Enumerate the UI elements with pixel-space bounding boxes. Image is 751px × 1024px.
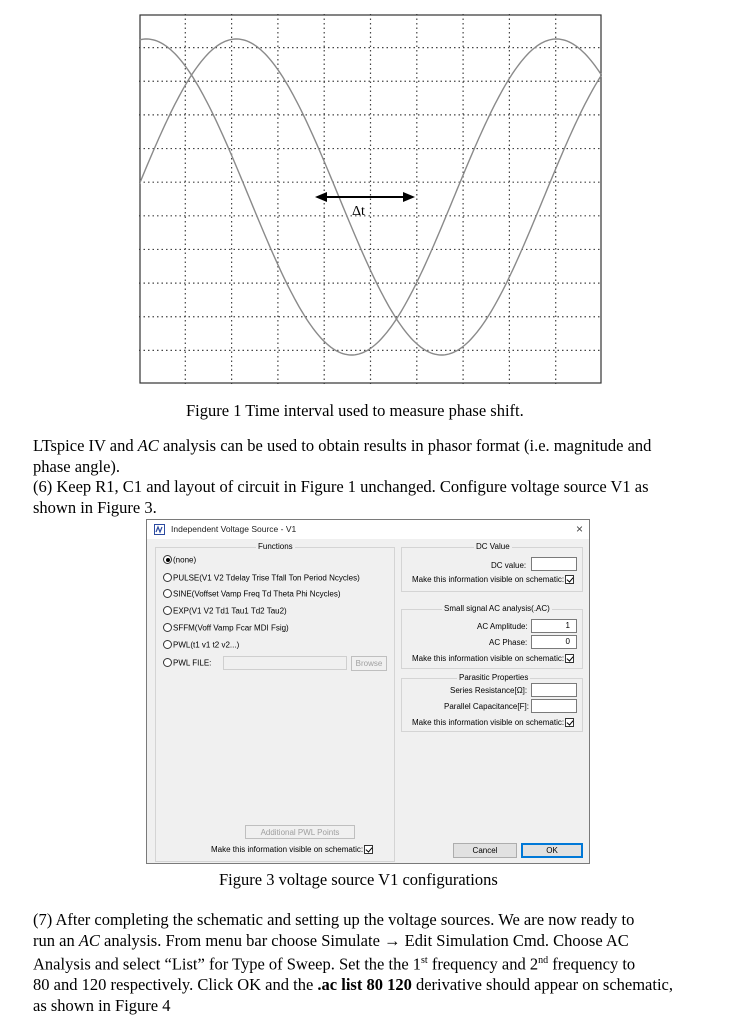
ac-visible-label: Make this information visible on schematic: xyxy=(412,654,574,664)
intro-line-4: shown in Figure 3. xyxy=(33,497,157,517)
radio-none[interactable]: (none) xyxy=(163,554,196,565)
pwl-file-input[interactable] xyxy=(223,656,347,670)
close-icon[interactable]: × xyxy=(575,522,583,536)
functions-visible-label: Make this information visible on schematic: xyxy=(211,845,373,855)
delta-t-arrow xyxy=(315,192,415,202)
intro-line-1: LTspice IV and AC analysis can be used to obtain results in phasor format (i.e. magnitude and xyxy=(33,436,652,455)
radio-pwl[interactable]: PWL(t1 v1 t2 v2...) xyxy=(163,639,239,650)
radio-sffm[interactable]: SFFM(Voff Vamp Fcar MDI Fsig) xyxy=(163,622,289,633)
dialog-title-bar xyxy=(147,520,589,539)
dc-value-input[interactable] xyxy=(531,557,577,571)
voltage-source-dialog xyxy=(146,519,590,864)
additional-pwl-points-button[interactable]: Additional PWL Points xyxy=(245,825,355,839)
dc-value-legend: DC Value xyxy=(476,542,510,551)
radio-icon xyxy=(163,658,172,667)
dc-visible-checkbox[interactable] xyxy=(565,575,574,584)
plot-grid xyxy=(139,14,602,384)
step7-paragraph xyxy=(33,910,716,1016)
parasitic-visible-label: Make this information visible on schematic: xyxy=(412,718,574,728)
radio-icon xyxy=(163,606,172,615)
intro-line-3: (6) Keep R1, C1 and layout of circuit in Figure 1 unchanged. Configure voltage source V1 as xyxy=(33,477,649,496)
ac-phase-input[interactable]: 0 xyxy=(531,635,577,649)
radio-exp[interactable]: EXP(V1 V2 Td1 Tau1 Td2 Tau2) xyxy=(163,605,287,616)
radio-icon xyxy=(163,573,172,582)
small-signal-legend: Small signal AC analysis(.AC) xyxy=(444,604,550,613)
parasitic-visible-checkbox[interactable] xyxy=(565,718,574,727)
ltspice-app-icon xyxy=(154,524,165,535)
ac-amplitude-label: AC Amplitude: xyxy=(477,622,528,631)
radio-icon xyxy=(163,640,172,649)
radio-pulse[interactable]: PULSE(V1 V2 Tdelay Trise Tfall Ton Period Ncycles) xyxy=(163,572,360,583)
series-resistance-label: Series Resistance[Ω]: xyxy=(450,686,528,695)
browse-button[interactable]: Browse xyxy=(351,656,387,671)
delta-t-label: Δt xyxy=(352,204,365,219)
radio-sine[interactable]: SINE(Voffset Vamp Freq Td Theta Phi Ncycles) xyxy=(163,588,340,599)
ac-amplitude-input[interactable]: 1 xyxy=(531,619,577,633)
ac-phase-label: AC Phase: xyxy=(489,638,528,647)
functions-visible-checkbox[interactable] xyxy=(364,845,373,854)
ok-button[interactable]: OK xyxy=(521,843,583,858)
step7-line-4: 80 and 120 respectively. Click OK and the .ac list 80 120 derivative should appear on schematic, xyxy=(33,975,673,994)
step7-line-3: Analysis and select “List” for Type of Sweep. Set the the 1st frequency and 2nd frequency to xyxy=(33,954,636,974)
dialog-title: Independent Voltage Source - V1 xyxy=(171,524,297,534)
intro-line-2: phase angle). xyxy=(33,456,121,476)
series-resistance-input[interactable] xyxy=(531,683,577,697)
parasitic-legend: Parasitic Properties xyxy=(459,673,529,682)
dc-value-label: DC value: xyxy=(491,561,527,570)
step7-line-5: as shown in Figure 4 xyxy=(33,995,171,1015)
dc-visible-label: Make this information visible on schematic: xyxy=(412,575,574,585)
phase-shift-plot xyxy=(139,14,602,384)
functions-legend: Functions xyxy=(258,542,293,551)
figure3-caption: Figure 3 voltage source V1 configurations xyxy=(219,870,498,889)
parallel-capacitance-label: Parallel Capacitance[F]: xyxy=(444,702,529,711)
ac-visible-checkbox[interactable] xyxy=(565,654,574,663)
step7-line-1: (7) After completing the schematic and setting up the voltage sources. We are now ready to xyxy=(33,910,635,929)
radio-pwl-file[interactable]: PWL FILE: xyxy=(163,657,211,668)
figure1-caption: Figure 1 Time interval used to measure phase shift. xyxy=(186,401,524,420)
radio-icon xyxy=(163,623,172,632)
radio-selected-icon xyxy=(163,555,172,564)
intro-paragraph xyxy=(33,436,716,518)
parallel-capacitance-input[interactable] xyxy=(531,699,577,713)
cancel-button[interactable]: Cancel xyxy=(453,843,517,858)
radio-icon xyxy=(163,589,172,598)
step7-line-2: run an AC analysis. From menu bar choose Simulate → Edit Simulation Cmd. Choose AC xyxy=(33,930,629,950)
